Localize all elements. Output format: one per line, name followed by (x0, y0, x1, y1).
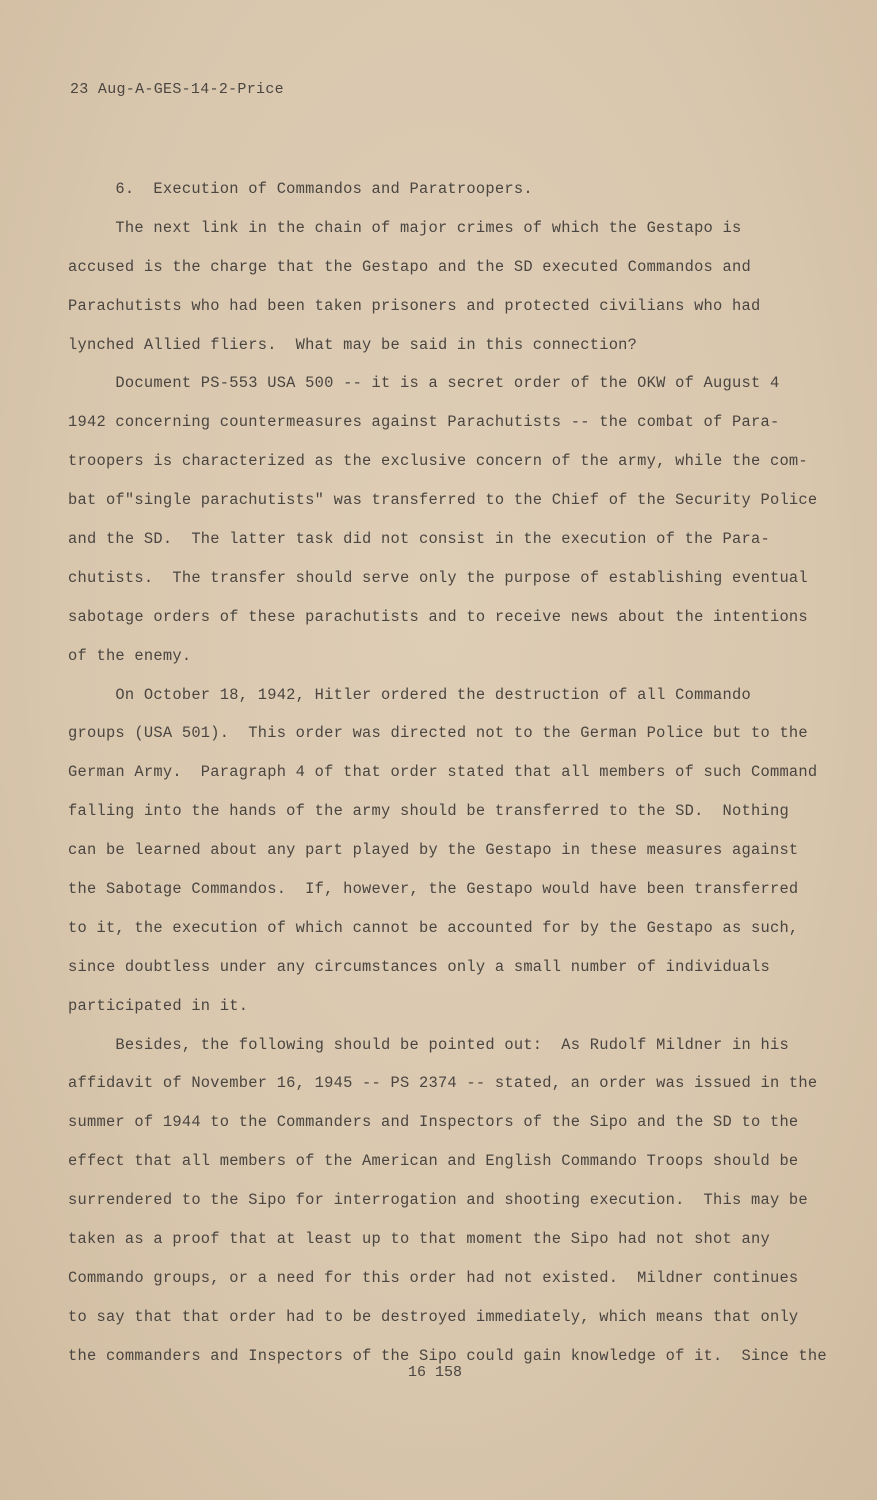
text-line: of the enemy. (68, 646, 192, 665)
text-line: the commanders and Inspectors of the Sipo could gain knowledge of it. Since the (68, 1346, 827, 1365)
document-body (68, 176, 858, 1382)
text-line: German Army. Paragraph 4 of that order stated that all members of such Command (68, 763, 818, 782)
page-number: 16 158 (408, 1364, 463, 1381)
text-line: can be learned about any part played by the Gestapo in these measures against (68, 841, 799, 860)
text-line: 1942 concerning countermeasures against Parachutists -- the combat of Para- (68, 413, 780, 432)
text-line: bat of"single parachutists" was transferred to the Chief of the Security Police (68, 491, 818, 510)
text-line: to say that that order had to be destroyed immediately, which means that only (68, 1307, 799, 1326)
text-line: The next link in the chain of major crimes of which the Gestapo is (68, 218, 742, 237)
text-line: Document PS-553 USA 500 -- it is a secret order of the OKW of August 4 (68, 374, 780, 393)
text-line: On October 18, 1942, Hitler ordered the destruction of all Commando (68, 685, 751, 704)
text-line: Parachutists who had been taken prisoners and protected civilians who had (68, 296, 761, 315)
text-line: 6. Execution of Commandos and Paratroopers. (68, 180, 533, 198)
text-line: troopers is characterized as the exclusive concern of the army, while the com- (68, 452, 808, 471)
text-line: to it, the execution of which cannot be accounted for by the Gestapo as such, (68, 918, 799, 937)
text-line: taken as a proof that at least up to that moment the Sipo had not shot any (68, 1230, 770, 1249)
text-line: groups (USA 501). This order was directed not to the German Police but to the (68, 724, 808, 743)
document-header: 23 Aug-A-GES-14-2-Price (70, 81, 284, 98)
text-line: falling into the hands of the army should be transferred to the SD. Nothing (68, 802, 789, 821)
text-line: sabotage orders of these parachutists and to receive news about the intentions (68, 607, 808, 626)
text-line: surrendered to the Sipo for interrogation and shooting execution. This may be (68, 1191, 808, 1210)
text-line: participated in it. (68, 996, 249, 1015)
text-line: since doubtless under any circumstances only a small number of individuals (68, 957, 770, 976)
text-line: and the SD. The latter task did not consist in the execution of the Para- (68, 530, 770, 549)
text-line: accused is the charge that the Gestapo and the SD executed Commandos and (68, 257, 751, 276)
text-line: lynched Allied fliers. What may be said in this connection? (68, 335, 638, 354)
text-line: summer of 1944 to the Commanders and Inspectors of the Sipo and the SD to the (68, 1113, 799, 1132)
text-line: the Sabotage Commandos. If, however, the Gestapo would have been transferred (68, 880, 799, 899)
text-line: affidavit of November 16, 1945 -- PS 2374 -- stated, an order was issued in the (68, 1074, 818, 1093)
text-line: effect that all members of the American and English Commando Troops should be (68, 1152, 799, 1171)
text-line: chutists. The transfer should serve only the purpose of establishing eventual (68, 568, 808, 587)
text-line: Besides, the following should be pointed out: As Rudolf Mildner in his (68, 1035, 789, 1054)
text-line: Commando groups, or a need for this order had not existed. Mildner continues (68, 1268, 799, 1287)
